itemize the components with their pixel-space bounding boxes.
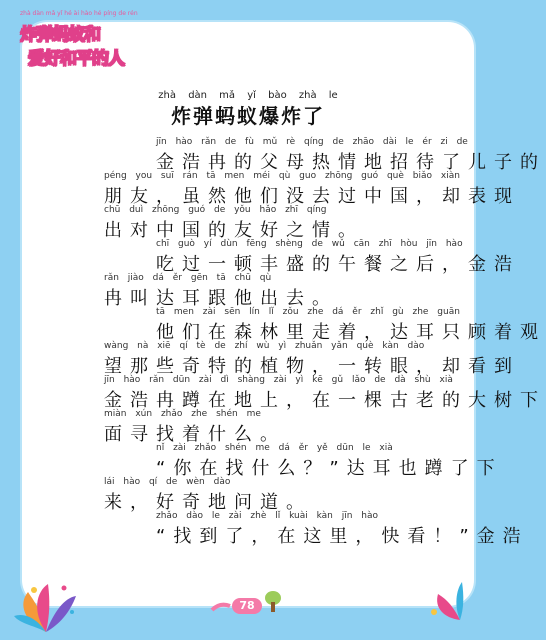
line-pinyin: chū duì zhōng guó de yǒu hǎo zhī qíng <box>104 205 327 215</box>
page-number: 78 <box>232 598 262 614</box>
line-pinyin: nǐ zài zhǎo shén me dá ěr yě dūn le xià <box>156 443 393 453</box>
story-line <box>104 171 520 207</box>
title-pinyin: zhà dàn mǎ yǐ bào zhà le <box>158 90 338 101</box>
line-text: 他们在森林里走着，达耳只顾着观 <box>156 322 546 343</box>
story-line <box>104 477 454 511</box>
line-pinyin: péng you suī rán tā men méi qù guo zhōng guó què biǎo xiàn <box>104 171 460 181</box>
line-pinyin: lái hào qí de wèn dào <box>104 477 231 487</box>
logo-small-text: zhà dàn mǎ yǐ hé ài hào hé píng de rén <box>20 10 138 17</box>
line-text: 金浩冉蹲在地上，在一棵古老的大树下 <box>104 390 546 411</box>
story-line <box>104 511 529 547</box>
line-text: 出对中国的友好之情。 <box>104 220 364 241</box>
flower-splash-icon <box>14 582 78 634</box>
line-pinyin: zhǎo dào le zài zhè lǐ kuài kàn jīn hào <box>156 511 379 521</box>
line-pinyin: wàng nà xiē qí tè de zhí wù yì zhuǎn yǎn què kàn dào <box>104 341 425 351</box>
logo-line-2: 爱好和平的人 <box>28 49 124 69</box>
page-title: 炸弹蚂蚁爆炸了 <box>171 104 325 128</box>
logo-line-1: 炸弹蚂蚁和 <box>20 25 100 45</box>
line-text: “你在找什么？”达耳也蹲了下 <box>156 458 503 479</box>
story-line <box>104 307 546 343</box>
line-text: 望那些奇特的植物，一转眼，却看到 <box>104 356 520 377</box>
series-logo <box>6 10 138 78</box>
line-text: “找到了，在这里，快看！”金浩 <box>156 526 529 547</box>
story-text <box>104 137 546 547</box>
story-line <box>104 341 520 377</box>
line-pinyin: chī guò yí dùn fēng shèng de wǔ cān zhī hòu jīn hào <box>156 239 463 249</box>
line-pinyin: tā men zài sēn lín lǐ zǒu zhe dá ěr zhǐ gù zhe guān <box>156 307 460 317</box>
story-line <box>104 409 454 443</box>
line-text: 冉叫达耳跟他出去。 <box>104 288 338 309</box>
line-text: 金浩冉的父母热情地招待了儿子的 <box>156 152 546 173</box>
line-pinyin: rǎn jiào dá ěr gēn tā chū qù <box>104 273 272 283</box>
line-text: 吃过一顿丰盛的午餐之后，金浩 <box>156 254 520 275</box>
corner-splash-icon <box>414 578 464 622</box>
story-line <box>104 137 546 173</box>
page-number-badge <box>210 588 280 616</box>
line-pinyin: miàn xún zhǎo zhe shén me <box>104 409 261 419</box>
story-line <box>104 273 454 307</box>
line-text: 面寻找着什么。 <box>104 424 286 445</box>
line-text: 来，好奇地问道。 <box>104 492 312 513</box>
story-line <box>104 443 503 479</box>
story-line <box>104 239 520 275</box>
line-pinyin: jīn hào rǎn de fù mǔ rè qíng de zhāo dài le ér zi de <box>156 137 468 147</box>
line-pinyin: jīn hào rǎn dūn zài dì shàng zài yì kē gǔ lǎo de dà shù xià <box>104 375 453 385</box>
story-line <box>104 205 454 239</box>
story-line <box>104 375 546 411</box>
line-text: 朋友，虽然他们没去过中国，却表现 <box>104 186 520 207</box>
